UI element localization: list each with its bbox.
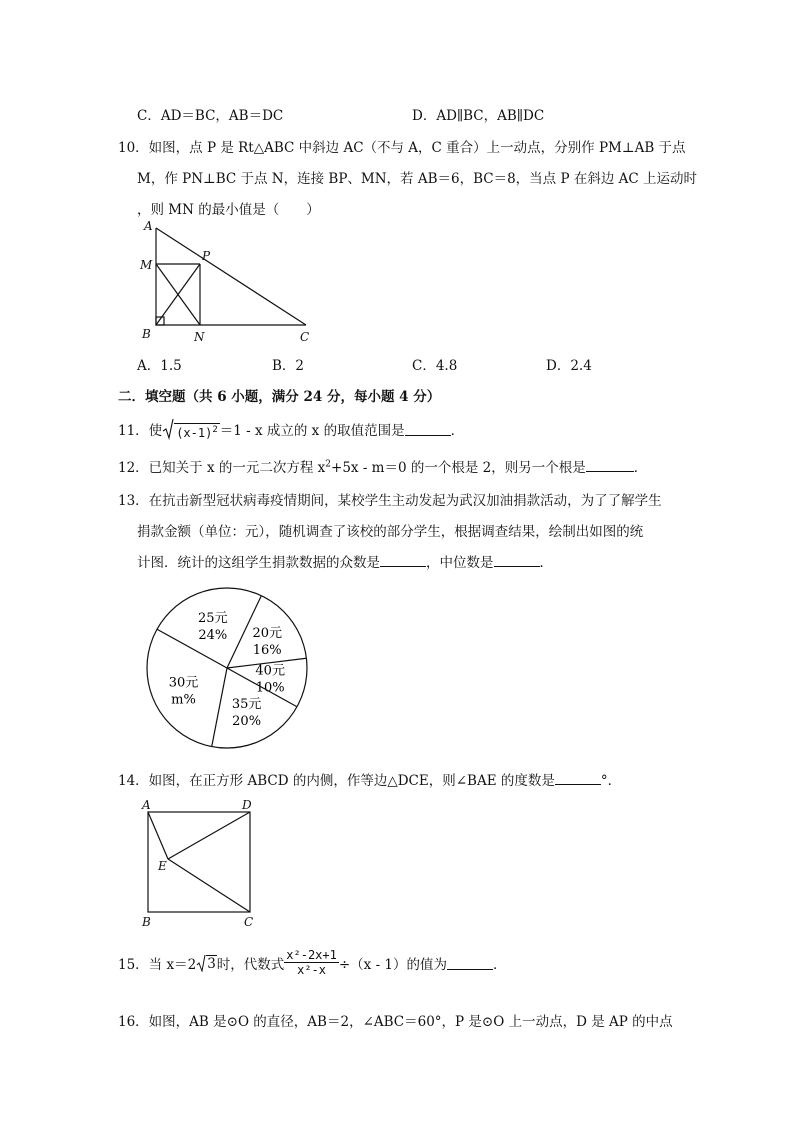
q11-answer-blank[interactable]	[405, 422, 451, 436]
q10-option-d: D．2.4	[546, 358, 592, 374]
q10-option-a: A．1.5	[137, 358, 182, 374]
q15-fraction	[284, 948, 339, 977]
label-n: N	[194, 330, 205, 344]
q11-rest: ＝1 - x 成立的 x 的取值范围是	[219, 423, 405, 439]
label-e: E	[158, 859, 167, 873]
q13-line2: 捐款金额（单位：元），随机调查了该校的部分学生，根据调查结果，绘制出如图的统	[137, 524, 644, 540]
q10-option-b: B．2	[272, 358, 305, 374]
q10-option-c: C．4.8	[412, 358, 458, 374]
q10-line3: ，则 MN 的最小值是（ ）	[137, 202, 320, 218]
label-m: M	[140, 258, 153, 272]
pie-slice-percent: 20%	[232, 714, 262, 730]
pie-slice-percent: 16%	[252, 642, 282, 658]
q9-option-c: C．AD＝BC，AB＝DC	[137, 108, 284, 124]
q13-median-blank[interactable]	[494, 553, 540, 567]
q12-post: +5x - m＝0 的一个根是 2，则另一个根是	[331, 460, 586, 476]
q15-denominator: x²-x	[297, 963, 327, 977]
q15-mid: 时，代数式	[216, 956, 285, 973]
label-a: A	[144, 219, 153, 233]
label-c: C	[300, 330, 310, 344]
pie-slice-percent: 10%	[255, 680, 285, 696]
q10-line1: 10．如图，点 P 是 Rt△ABC 中斜边 AC（不与 A，C 重合）上一动点，分别作 PM⊥AB 于点	[118, 140, 686, 156]
q15-pre: 15．当 x＝2	[118, 956, 197, 973]
radical-icon	[162, 418, 174, 440]
q12-answer-blank[interactable]	[586, 458, 634, 472]
pie-slice-percent: 24%	[198, 627, 228, 643]
q15-answer-blank[interactable]	[447, 956, 493, 970]
segment-ce	[168, 859, 250, 912]
pie-slice-label: 20元	[252, 625, 283, 641]
label-b: B	[142, 915, 151, 929]
segment-de	[168, 812, 250, 859]
q15	[118, 948, 507, 977]
q11	[118, 418, 464, 440]
q9-option-d: D．AD∥BC，AB∥DC	[412, 108, 545, 124]
label-p: P	[202, 249, 211, 263]
label-a: A	[142, 798, 151, 812]
q16-text: 16．如图，AB 是⊙O 的直径，AB＝2，∠ABC＝60°，P 是⊙O 上一动点，D 是 AP 的中点	[118, 1014, 673, 1030]
radical-icon	[196, 954, 206, 972]
pie-slice-percent: m%	[171, 692, 196, 708]
q15-post: ÷（x - 1）的值为	[338, 956, 448, 973]
q13-mode-blank[interactable]	[380, 553, 426, 567]
label-c: C	[244, 915, 254, 929]
q11-exp: 2	[212, 425, 218, 435]
label-d: D	[242, 798, 252, 812]
q15-sqrt	[196, 954, 217, 972]
sqrt-sign	[162, 418, 220, 440]
pie-slice-label: 40元	[255, 663, 285, 679]
label-b: B	[142, 327, 151, 341]
hypotenuse-ac	[156, 228, 306, 325]
q11-prefix: 11．使	[118, 423, 163, 439]
q13-line3-end: ．	[539, 555, 553, 571]
q11-end: ．	[450, 423, 465, 439]
q12-pre: 12．已知关于 x 的一元二次方程 x	[118, 460, 326, 476]
section-2-title: 二．填空题（共 6 小题，满分 24 分，每小题 4 分）	[118, 389, 441, 405]
q14-end: °．	[600, 773, 622, 789]
q13-line3-median-text: ，中位数是	[426, 555, 494, 571]
pie-slice-boundary	[212, 668, 227, 747]
q14-text: 14．如图，在正方形 ABCD 的内侧，作等边△DCE，则∠BAE 的度数是	[118, 773, 555, 789]
q14	[118, 769, 621, 789]
q15-root: 3	[207, 955, 216, 972]
pie-slice-label: 25元	[198, 610, 228, 626]
pie-slice-label: 35元	[231, 697, 262, 713]
q15-numerator: x²-2x+1	[286, 948, 337, 962]
q13-line1: 13．在抗击新型冠状病毒疫情期间，某校学生主动发起为武汉加油捐款活动，为了了解学生	[118, 493, 662, 509]
q10-line2: M，作 PN⊥BC 于点 N，连接 BP、MN，若 AB＝6，BC＝8，当点 P 在斜边 AC 上运动时	[137, 171, 697, 187]
pie-slice-label: 30元	[168, 675, 199, 691]
q12-end: ．	[633, 460, 648, 476]
q12-sup: 2	[325, 459, 332, 470]
q11-radicand: (x-1)	[176, 426, 213, 440]
q13-line3-mode-text: 计图．统计的这组学生捐款数据的众数是	[137, 555, 380, 571]
q14-figure	[138, 796, 264, 932]
q12	[118, 456, 647, 476]
q15-end: ．	[493, 956, 507, 973]
donation-pie-chart	[140, 582, 315, 754]
q14-answer-blank[interactable]	[555, 771, 601, 785]
segment-ae	[148, 812, 168, 859]
q10-figure	[136, 218, 316, 348]
q13-line3	[137, 551, 553, 571]
